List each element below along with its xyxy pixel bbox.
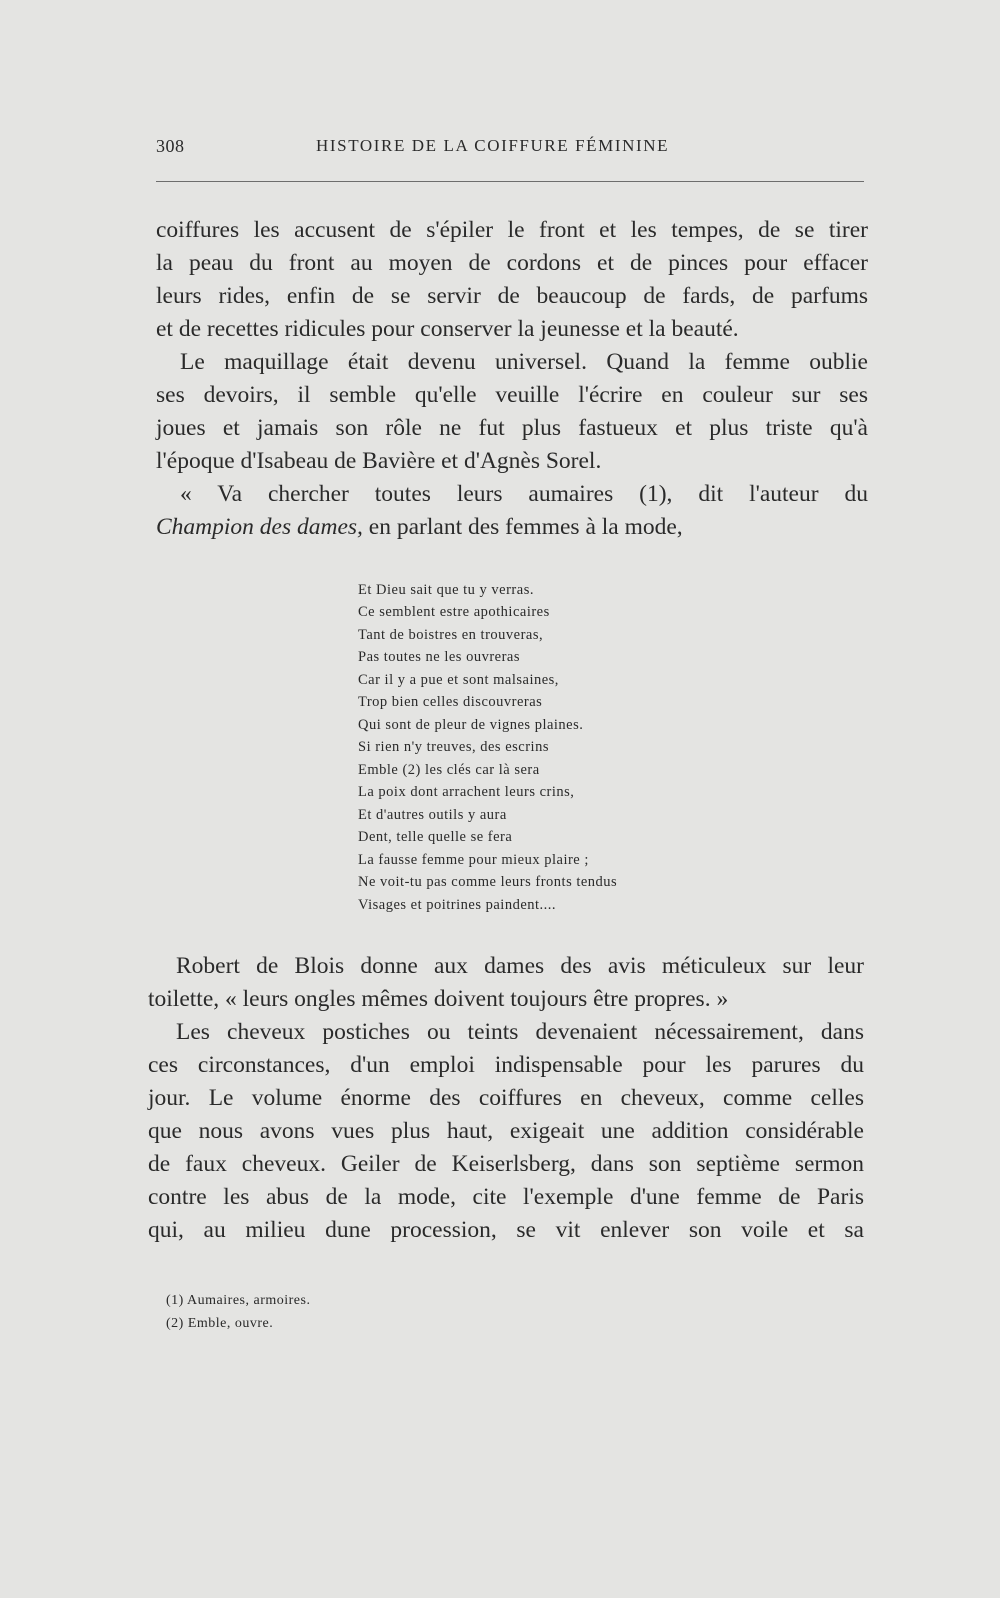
- verse-line: Trop bien celles discouvreras: [358, 694, 543, 710]
- verse-line: Dent, telle quelle se fera: [358, 829, 513, 845]
- text-line: coiffures les accusent de s'épiler le front et les tempes, de se tirer: [156, 217, 868, 243]
- text-line: et de recettes ridicules pour conserver la jeunesse et la beauté.: [156, 316, 739, 342]
- footnote-1: (1) Aumaires, armoires.: [166, 1293, 311, 1308]
- text-line: jour. Le volume énorme des coiffures en cheveux, comme celles: [148, 1085, 864, 1111]
- text-line: [156, 511, 868, 544]
- text-line: l'époque d'Isabeau de Bavière et d'Agnès Sorel.: [156, 448, 602, 474]
- text-line: qui, au milieu dune procession, se vit enlever son voile et sa: [148, 1217, 864, 1243]
- book-title-italic: Champion des dames,: [156, 514, 363, 540]
- verse-line: Tant de boistres en trouveras,: [358, 627, 544, 643]
- verse-line: Si rien n'y treuves, des escrins: [358, 739, 549, 755]
- verse-line: La poix dont arrachent leurs crins,: [358, 784, 575, 800]
- text-line: joues et jamais son rôle ne fut plus fastueux et plus triste qu'à: [156, 415, 868, 441]
- running-title: HISTOIRE DE LA COIFFURE FÉMININE: [316, 136, 670, 155]
- verse-line: La fausse femme pour mieux plaire ;: [358, 852, 589, 868]
- text-line: contre les abus de la mode, cite l'exemple d'une femme de Paris: [148, 1184, 864, 1210]
- verse-line: Qui sont de pleur de vignes plaines.: [358, 717, 584, 733]
- verse-line: Visages et poitrines paindent....: [358, 897, 557, 913]
- text-line: leurs rides, enfin de se servir de beaucoup de fards, de parfums: [156, 283, 868, 309]
- text-line: Les cheveux postiches ou teints devenaient nécessairement, dans: [176, 1019, 864, 1045]
- text-line: Robert de Blois donne aux dames des avis méticuleux sur leur: [176, 953, 864, 979]
- text-line: Le maquillage était devenu universel. Quand la femme oublie: [180, 349, 868, 375]
- text-line: la peau du front au moyen de cordons et de pinces pour effacer: [156, 250, 868, 276]
- footnote-2: (2) Emble, ouvre.: [166, 1316, 274, 1331]
- text-span: en parlant des femmes à la mode,: [362, 514, 683, 540]
- text-line: ces circonstances, d'un emploi indispensable pour les parures du: [148, 1052, 864, 1078]
- verse-line: Pas toutes ne les ouvreras: [358, 649, 520, 665]
- text-line: que nous avons vues plus haut, exigeait une addition considérable: [148, 1118, 864, 1144]
- header-rule: [156, 181, 864, 182]
- page-number: 308: [156, 136, 185, 156]
- verse-line: Ce semblent estre apothicaires: [358, 604, 550, 620]
- text-line: toilette, « leurs ongles mêmes doivent toujours être propres. »: [148, 986, 729, 1012]
- verse-line: Et Dieu sait que tu y verras.: [358, 582, 534, 598]
- verse-line: Car il y a pue et sont malsaines,: [358, 672, 559, 688]
- verse-line: Et d'autres outils y aura: [358, 807, 507, 823]
- text-line: ses devoirs, il semble qu'elle veuille l'écrire en couleur sur ses: [156, 382, 868, 408]
- verse-line: Ne voit-tu pas comme leurs fronts tendus: [358, 874, 618, 890]
- verse-line: Emble (2) les clés car là sera: [358, 762, 540, 778]
- running-head: [156, 136, 864, 160]
- text-line: « Va chercher toutes leurs aumaires (1), dit l'auteur du: [180, 481, 868, 507]
- text-line: de faux cheveux. Geiler de Keiserlsberg, dans son septième sermon: [148, 1151, 864, 1177]
